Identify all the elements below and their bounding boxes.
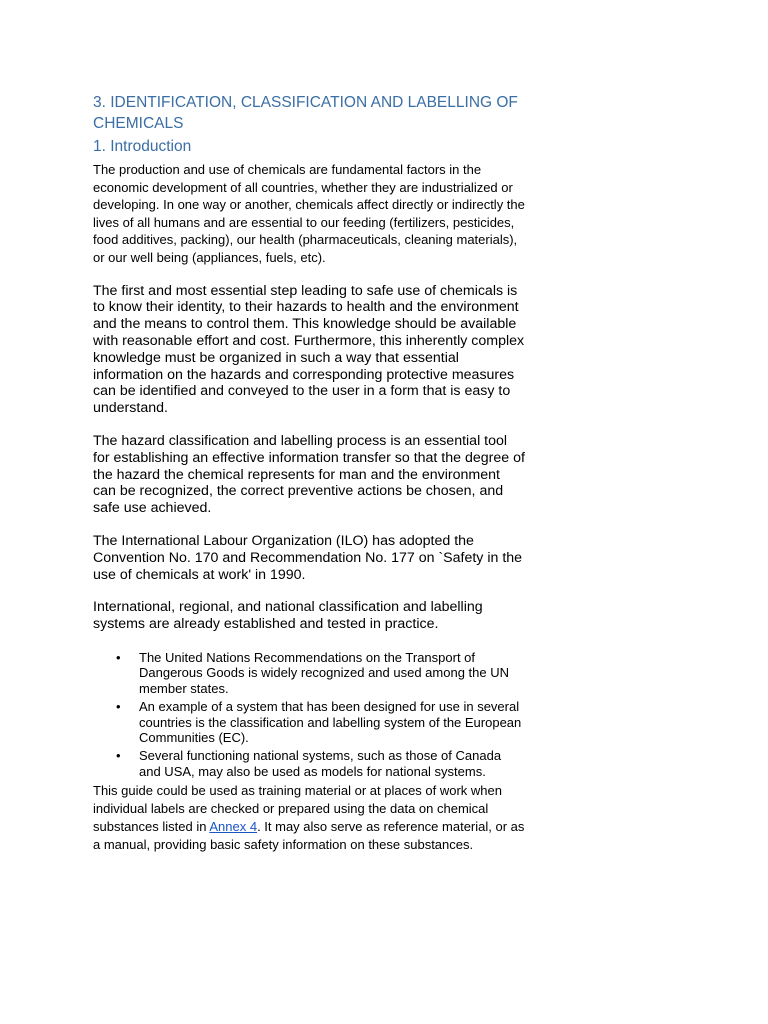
list-item: [116, 699, 525, 745]
closing-text-before: This guide could be used as training material or at places of work when individual labels are checked or prepared using the data on chemical substances listed in: [93, 783, 502, 834]
list-item: [116, 748, 525, 779]
list-item-text: The United Nations Recommendations on the Transport of Dangerous Goods is widely recognized and used among the UN member states.: [139, 649, 509, 696]
list-item-text: Several functioning national systems, such as those of Canada and USA, may also be used as models for national systems.: [139, 748, 502, 779]
bullet-icon: •: [116, 649, 121, 665]
bullet-icon: •: [116, 748, 121, 764]
paragraph-hazard-classification: The hazard classification and labelling process is an essential tool for establishing an effective information transfer so that the degree of the hazard the chemical represents for man and the environment can be recognized, the correct preventive actions be chosen, and safe use achieved.: [93, 432, 525, 517]
list-item-text: An example of a system that has been designed for use in several countries is the classification and labelling system of the European Communities (EC).: [139, 699, 522, 745]
closing-text-after: . It may also serve as reference material, or as a manual, providing basic safety information on these substances.: [93, 818, 525, 852]
systems-list: [93, 650, 525, 779]
annex-4-link[interactable]: Annex 4: [209, 818, 258, 834]
subsection-heading: 1. Introduction: [93, 138, 192, 155]
paragraph-ilo: The International Labour Organization (ILO) has adopted the Convention No. 170 and Recommendation No. 177 on `Safety in the use of chemicals at work' in 1990.: [93, 532, 523, 583]
section-heading: 3. IDENTIFICATION, CLASSIFICATION AND LABELLING OF CHEMICALS: [93, 94, 518, 132]
list-item: [116, 649, 525, 696]
paragraph-closing: [93, 782, 525, 853]
paragraph-identity: The first and most essential step leading to safe use of chemicals is to know their identity, to their hazards to health and the environment and the means to control them. This knowledge should be available with reasonable effort and cost. Furthermore, this inherently complex knowledge must be organized in such a way that essential information on the hazards and corresponding protective measures can be identified and conveyed to the user in a form that is easy to understand.: [93, 282, 525, 417]
paragraph-intro: The production and use of chemicals are fundamental factors in the economic development of all countries, whether they are industrialized or developing. In one way or another, chemicals affect directly or indirectly the lives of all humans and are essential to our feeding (fertilizers, pesticides, food additives, packing), our health (pharmaceuticals, cleaning materials), or our well being (appliances, fuels, etc).: [93, 162, 525, 265]
document-body: [93, 92, 525, 853]
bullet-icon: •: [116, 699, 121, 715]
paragraph-systems: International, regional, and national classification and labelling systems are already established and tested in practice.: [93, 599, 483, 633]
